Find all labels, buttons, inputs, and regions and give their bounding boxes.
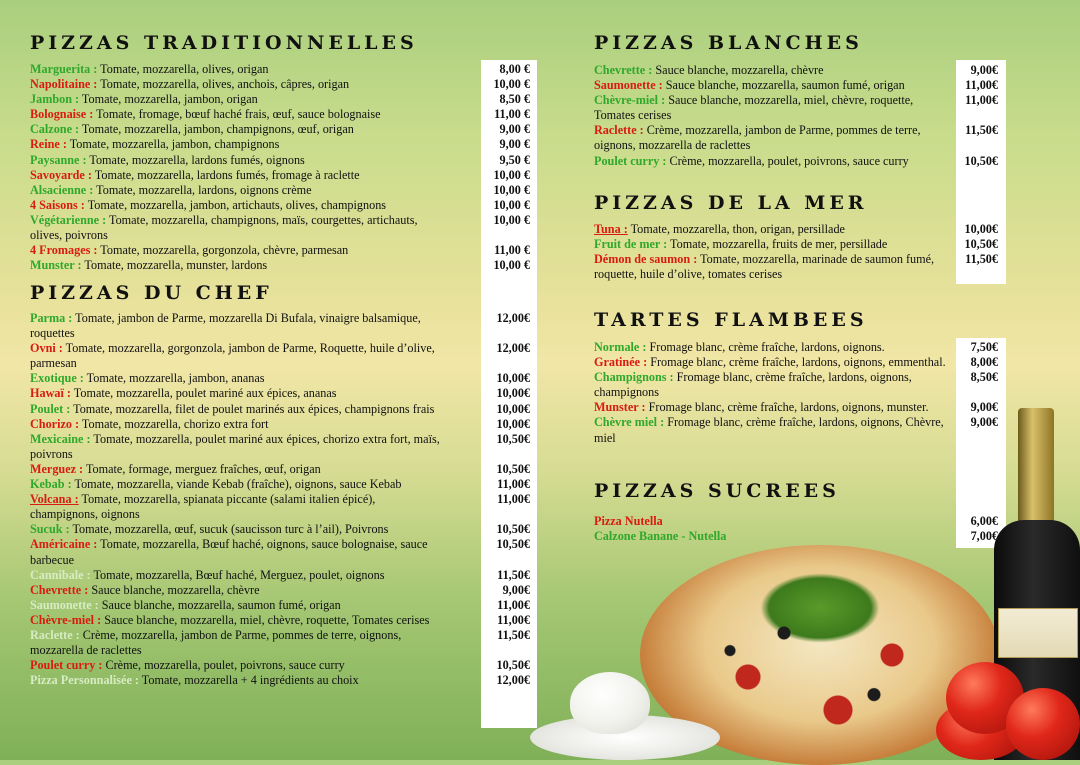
menu-item-description: Tomate, mozzarella, jambon, champignons [66,137,280,152]
list-chef [30,311,540,688]
menu-item-price: 10,00 € [493,197,530,212]
menu-item-price: 9,00€ [970,63,998,77]
menu-item-name: Jambon : [30,92,80,107]
menu-item [30,583,540,598]
menu-item-text [594,222,954,237]
menu-item-description: Sauce blanche, mozzarella, saumon fumé, origan [98,597,341,612]
menu-item-price: 10,00 € [493,182,530,197]
menu-item-name: Américaine : [30,537,98,552]
menu-item-description: Tomate, mozzarella, jambon, origan [79,92,258,107]
menu-item-description: Fromage blanc, crème fraîche, lardons, oignons, Chèvre, miel [594,415,944,445]
menu-item-name: Poulet : [30,401,71,416]
menu-item-text [30,107,440,122]
list-traditionnelles [30,62,540,273]
menu-item-price: 10,00€ [496,386,530,401]
menu-item-name: Exotique : [30,371,84,386]
wine-bottle-label [998,608,1078,658]
menu-item [30,462,540,477]
menu-item-name: Démon de saumon : [594,252,698,267]
menu-item [30,62,540,77]
menu-item-price: 8,50€ [970,370,998,385]
menu-item-description: Fromage blanc, crème fraîche, lardons, oignons, champignons [594,370,912,400]
menu-item [594,93,1004,123]
menu-item-price: 8,00€ [970,355,998,370]
menu-item-price: 10,00€ [496,416,530,431]
menu-item-price: 6,00€ [970,514,998,528]
menu-item-name: 4 Saisons : [30,197,85,212]
menu-item [30,311,540,341]
menu-item-price: 11,00 € [494,243,530,258]
menu-item [30,137,540,152]
menu-item-text [594,370,954,400]
list-blanches [594,63,1004,169]
menu-item [30,386,540,401]
menu-item-text [30,386,440,401]
menu-item-description: Sauce blanche, mozzarella, miel, chèvre, roquette, Tomates cerises [101,612,430,627]
menu-item-name: Raclette : [30,627,80,642]
section-title-sucrees: PIZZAS SUCREES [594,480,840,502]
menu-item [30,183,540,198]
menu-item [30,371,540,386]
menu-item-text [30,168,440,183]
menu-item-price: 9,00 € [499,137,530,152]
menu-item [594,400,1004,415]
menu-item [30,77,540,92]
menu-item-text [30,583,440,598]
menu-item-name: Volcana : [30,492,79,507]
menu-item-name: Pizza Nutella [594,514,663,528]
menu-item-price: 11,00€ [497,477,530,492]
menu-item [594,123,1004,153]
menu-item-name: Napolitaine : [30,77,98,92]
menu-item-text [594,400,954,415]
menu-item-name: Raclette : [594,123,644,138]
menu-item-name: Hawaï : [30,386,71,401]
menu-item-name: Saumonette : [594,78,663,93]
menu-item-description: Fromage blanc, crème fraîche, lardons, oignons. [646,340,885,354]
menu-item-description: Tomate, mozzarella, poulet mariné aux épices, ananas [70,386,337,401]
menu-item [594,252,1004,282]
section-title-blanches: PIZZAS BLANCHES [594,32,863,54]
menu-item [30,402,540,417]
menu-item-price: 9,00 € [499,122,530,137]
menu-item-text [594,63,954,78]
menu-item-name: Sucuk : [30,522,70,537]
menu-item-description: Tomate, fromage, bœuf haché frais, œuf, sauce bolognaise [93,107,381,122]
menu-item-name: Chevrette : [30,582,89,597]
menu-item-description: Fromage blanc, crème fraîche, lardons, oignons, emmenthal. [647,355,946,370]
menu-item-name: Poulet curry : [594,153,667,168]
menu-item-price: 12,00€ [496,673,530,688]
menu-item [30,258,540,273]
menu-item-price: 10,00€ [496,371,530,386]
menu-item [30,243,540,258]
wine-bottle-neck [1018,408,1054,528]
menu-item-name: Marguerita : [30,62,98,76]
menu-item-description: Tomate, mozzarella, gorgonzola, chèvre, parmesan [97,243,349,258]
menu-item-name: Alsacienne : [30,182,94,197]
menu-item [30,153,540,168]
menu-item-description: Tomate, mozzarella, olives, anchois, câpres, origan [97,77,350,92]
menu-item-price: 11,50€ [965,252,998,267]
menu-item-price: 9,00€ [502,582,530,597]
menu-item-text [30,311,440,341]
menu-item [594,63,1004,78]
menu-item-text [30,462,440,477]
menu-item-text [30,183,440,198]
menu-item-name: Kebab : [30,477,72,492]
menu-item-name: 4 Fromages : [30,243,98,258]
menu-item [30,198,540,213]
menu-item-name: Calzone Banane - Nutella [594,529,727,544]
menu-item-price: 11,00 € [494,107,530,122]
menu-item-description: Tomate, mozzarella, lardons fumés, fromage à raclette [91,167,360,182]
menu-item [30,613,540,628]
menu-item [594,370,1004,400]
menu-item-text [594,123,954,153]
menu-item [30,168,540,183]
menu-item-price: 10,50€ [964,237,998,252]
menu-item [30,432,540,462]
menu-item [594,340,1004,355]
menu-item [30,122,540,137]
menu-item [594,222,1004,237]
menu-item-text [30,628,440,658]
menu-item-name: Cannibale : [30,567,91,582]
menu-item-name: Ovni : [30,341,63,356]
menu-item-text [30,402,440,417]
menu-item [30,417,540,432]
menu-item-text [30,537,440,567]
menu-item-text [30,477,440,492]
menu-item-price: 10,00 € [493,212,530,227]
menu-item-name: Calzone : [30,122,80,137]
menu-item-name: Munster : [30,258,82,273]
menu-item-text [594,237,954,252]
menu-item-price: 10,50€ [496,537,530,552]
menu-item-price: 11,00€ [965,93,998,108]
menu-item-description: Tomate, mozzarella, jambon, champignons, œuf, origan [79,122,354,137]
menu-item [30,213,540,243]
menu-item-text [30,213,440,243]
menu-item-text [30,122,440,137]
menu-item-name: Tuna : [594,222,628,236]
menu-item-price: 11,00€ [497,597,530,612]
menu-item-text [30,568,440,583]
menu-item-description: Tomate, mozzarella, spianata piccante (salami italien épicé), champignons, oignons [30,492,376,522]
menu-item-name: Chorizo : [30,416,80,431]
menu-item-text [30,492,440,522]
menu-item-description: Tomate, mozzarella, œuf, sucuk (saucisson turc à l’ail), Poivrons [69,522,389,537]
mozzarella-photo [570,672,650,734]
menu-item-price: 11,50€ [965,123,998,138]
menu-item-text [30,62,440,77]
menu-item-text [30,673,440,688]
menu-item-text [594,529,954,544]
menu-item-description: Sauce blanche, mozzarella, chèvre [88,582,260,597]
menu-item-price: 11,00€ [497,492,530,507]
menu-item-name: Munster : [594,400,646,415]
menu-item-name: Pizza Personnalisée : [30,673,139,688]
menu-item-price: 10,50€ [964,153,998,168]
menu-item-name: Merguez : [30,461,84,476]
menu-item-price: 7,00€ [970,529,998,544]
menu-item-name: Chevrette : [594,63,653,77]
menu-item [30,492,540,522]
menu-item-text [594,78,954,93]
menu-item-text [594,514,954,529]
menu-item-text [594,154,954,169]
menu-item [594,355,1004,370]
menu-item-description: Sauce blanche, mozzarella, chèvre [652,63,824,77]
menu-item-price: 9,00€ [970,400,998,415]
menu-item [30,628,540,658]
menu-item [30,107,540,122]
menu-item-name: Poulet curry : [30,658,103,673]
menu-item-price: 10,00€ [496,401,530,416]
menu-item-name: Chèvre-miel : [594,93,666,108]
menu-item [30,568,540,583]
menu-item-name: Gratinée : [594,355,648,370]
menu-item-text [30,417,440,432]
menu-item [30,598,540,613]
menu-item-text [30,432,440,462]
menu-item-description: Tomate, mozzarella, viande Kebab (fraîche), oignons, sauce Kebab [71,477,402,492]
menu-item-price: 12,00€ [496,341,530,356]
menu-item-text [30,522,440,537]
menu-item-text [30,598,440,613]
menu-item-price: 8,00 € [499,62,530,76]
menu-item-description: Crème, mozzarella, jambon de Parme, pommes de terre, oignons, mozzarella de raclettes [30,627,402,658]
menu-item-text [594,340,954,355]
menu-item-price: 11,00€ [497,612,530,627]
menu-item-description: Tomate, mozzarella, olives, origan [97,62,269,76]
menu-item [594,415,1004,445]
menu-item-price: 7,50€ [970,340,998,354]
menu-item-description: Crème, mozzarella, poulet, poivrons, sauce curry [666,153,909,168]
menu-item-price: 11,00€ [965,78,998,93]
menu-item-name: Reine : [30,137,67,152]
tomato-photo [1006,688,1080,760]
menu-item-name: Chèvre-miel : [30,612,102,627]
menu-item-description: Tomate, formage, merguez fraîches, œuf, origan [83,461,321,476]
menu-item-description: Crème, mozzarella, poulet, poivrons, sauce curry [102,658,345,673]
menu-item-description: Fromage blanc, crème fraîche, lardons, oignons, munster. [645,400,929,415]
section-title-mer: PIZZAS DE LA MER [594,192,868,214]
menu-item-description: Crème, mozzarella, jambon de Parme, pommes de terre, oignons, mozzarella de raclettes [594,123,921,153]
list-sucrees [594,514,1004,544]
menu-item-text [30,613,440,628]
menu-item-text [30,77,440,92]
menu-item-text [30,198,440,213]
menu-item [30,92,540,107]
menu-item-price: 10,50€ [496,461,530,476]
menu-item-description: Tomate, mozzarella, fruits de mer, persillade [667,237,888,252]
menu-item-price: 10,00 € [493,258,530,273]
menu-item-price: 10,50€ [496,522,530,537]
menu-item-description: Tomate, jambon de Parme, mozzarella Di Bufala, vinaigre balsamique, roquettes [30,311,421,341]
menu-item-name: Normale : [594,340,647,354]
menu-item-description: Tomate, mozzarella, chorizo extra fort [79,416,269,431]
list-mer [594,222,1004,282]
menu-item-text [594,252,954,282]
menu-item-price: 8,50 € [499,92,530,107]
menu-item [594,237,1004,252]
list-flambees [594,340,1004,446]
menu-item-description: Sauce blanche, mozzarella, miel, chèvre, roquette, Tomates cerises [594,93,914,123]
menu-item-name: Fruit de mer : [594,237,668,252]
menu-item-name: Savoyarde : [30,167,92,182]
menu-item-description: Tomate, mozzarella, poulet mariné aux épices, chorizo extra fort, maïs, poivrons [30,431,440,461]
menu-item-description: Tomate, mozzarella, lardons, oignons crème [93,182,312,197]
section-title-chef: PIZZAS DU CHEF [30,282,273,304]
menu-item [30,477,540,492]
menu-item-name: Saumonette : [30,597,99,612]
menu-item-description: Tomate, mozzarella, jambon, ananas [83,371,265,386]
menu-item-text [30,258,440,273]
menu-item-text [30,371,440,386]
menu-item-description: Tomate, mozzarella, Bœuf haché, oignons, sauce bolognaise, sauce barbecue [30,537,428,567]
menu-item [30,537,540,567]
menu-item-text [30,341,440,371]
menu-item [30,658,540,673]
menu-item [594,514,1004,529]
section-title-traditionnelles: PIZZAS TRADITIONNELLES [30,32,418,54]
menu-item-description: Tomate, mozzarella, munster, lardons [81,258,268,273]
menu-item [594,529,1004,544]
menu-item-name: Parma : [30,311,73,325]
menu-item-price: 11,50€ [497,567,530,582]
menu-item-name: Végétarienne : [30,212,107,227]
menu-item-text [594,415,954,445]
menu-item-price: 10,00€ [964,222,998,236]
menu-item-name: Chèvre miel : [594,415,665,430]
menu-item-text [30,243,440,258]
menu-item-price: 10,00 € [493,167,530,182]
menu-item-text [30,137,440,152]
menu-item [30,341,540,371]
section-title-flambees: TARTES FLAMBEES [594,309,868,331]
menu-item-price: 9,50 € [499,152,530,167]
menu-item-description: Tomate, mozzarella, jambon, artichauts, olives, champignons [84,197,387,212]
menu-item-name: Champignons : [594,370,674,385]
menu-item-text [594,93,954,123]
menu-item-price: 10,50€ [496,431,530,446]
menu-item-name: Paysanne : [30,152,87,167]
menu-item-text [30,658,440,673]
menu-item [30,522,540,537]
menu-item-description: Tomate, mozzarella, filet de poulet marinés aux épices, champignons frais [70,401,435,416]
menu-item [30,673,540,688]
menu-item-text [594,355,954,370]
menu-item-name: Bolognaise : [30,107,94,122]
menu-item-description: Sauce blanche, mozzarella, saumon fumé, origan [662,78,905,93]
menu-item-description: Tomate, mozzarella, marinade de saumon fumé, roquette, huile d’olive, tomates cerises [594,252,935,282]
menu-item-description: Tomate, mozzarella, champignons, maïs, courgettes, artichauts, olives, poivrons [30,212,418,243]
menu-item-price: 11,50€ [497,627,530,642]
menu-item-name: Mexicaine : [30,431,91,446]
menu-item-price: 9,00€ [970,415,998,430]
menu-item-price: 10,50€ [496,658,530,673]
menu-item-description: Tomate, mozzarella, gorgonzola, jambon de Parme, Roquette, huile d’olive, parmesan [30,341,435,371]
menu-item-price: 12,00€ [496,311,530,325]
menu-item-price: 10,00 € [493,77,530,92]
menu-item [594,154,1004,169]
menu-item-description: Tomate, mozzarella, thon, origan, persillade [627,222,845,236]
menu-item-description: Tomate, mozzarella, Bœuf haché, Merguez, poulet, oignons [90,567,385,582]
menu-item [594,78,1004,93]
menu-item-text [30,92,440,107]
menu-item-text [30,153,440,168]
menu-item-description: Tomate, mozzarella, lardons fumés, oignons [86,152,305,167]
menu-item-description: Tomate, mozzarella + 4 ingrédients au choix [138,673,359,688]
